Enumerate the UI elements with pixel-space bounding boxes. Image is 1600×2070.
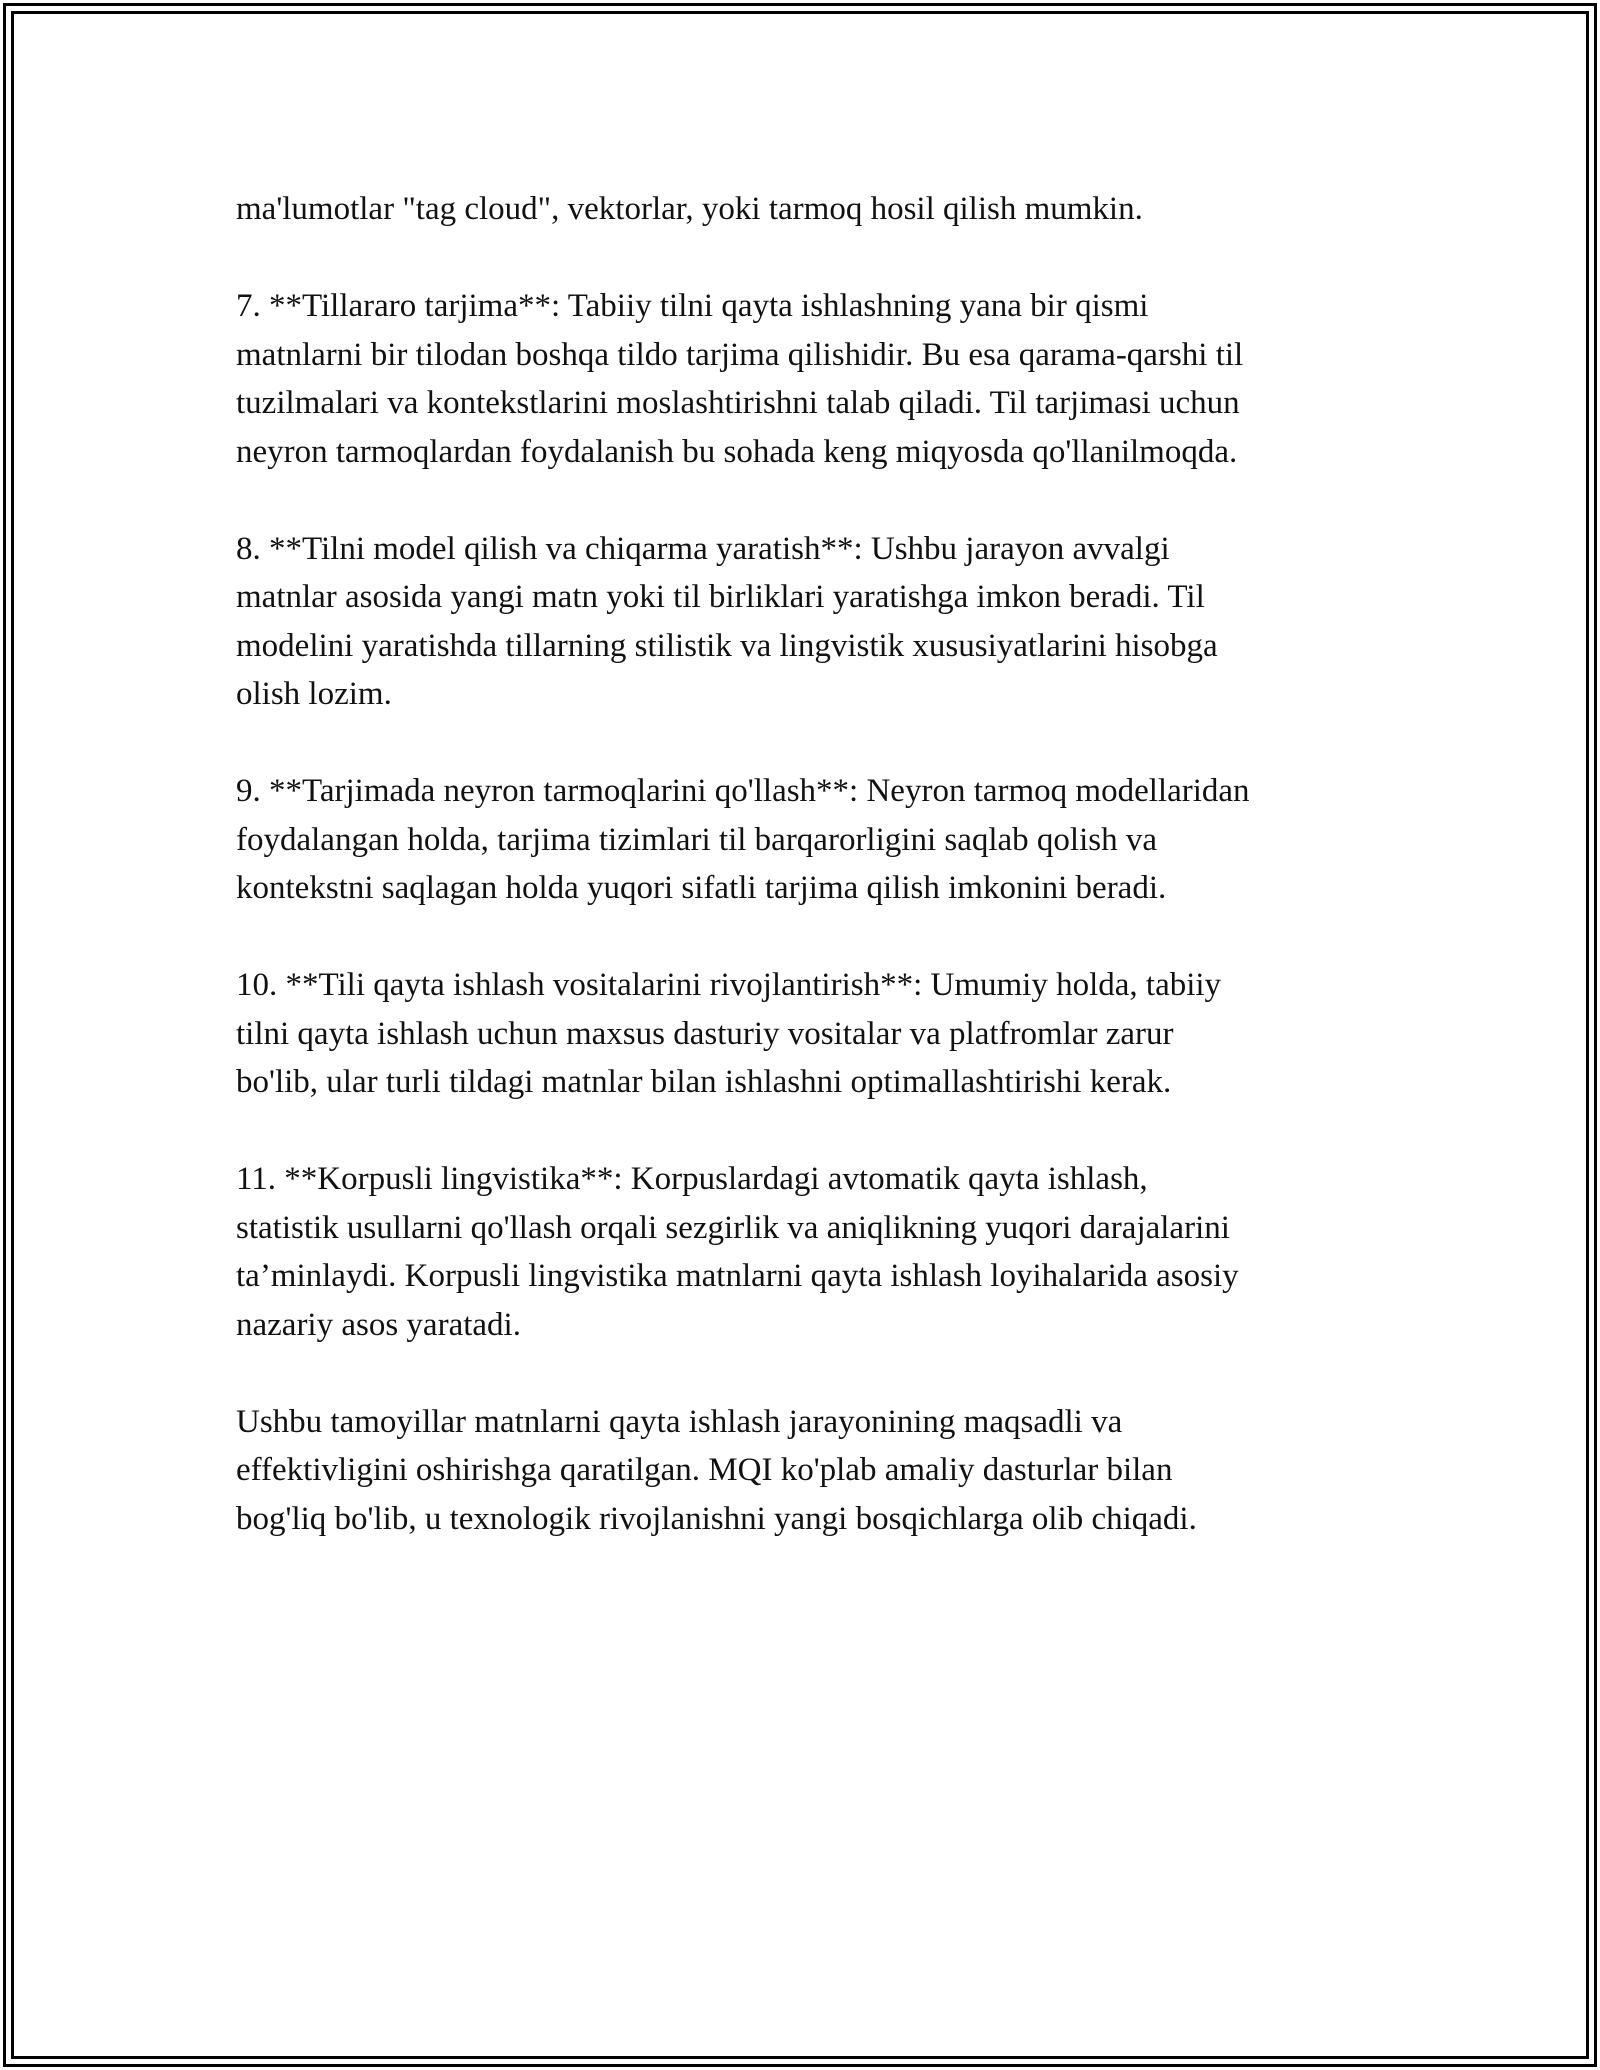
text-line: 10. **Tili qayta ishlash vositalarini rivojlantirish**: Umumiy holda, tabiiy (236, 967, 1222, 1003)
text-line: neyron tarmoqlardan foydalanish bu sohada keng miqyosda qo'llanilmoqda. (236, 433, 1238, 470)
paragraph-item-8 (236, 525, 1376, 719)
text-line: kontekstni saqlagan holda yuqori sifatli tarjima qilish imkonini beradi. (236, 870, 1167, 906)
text-line: 8. **Tilni model qilish va chiqarma yaratish**: Ushbu jarayon avvalgi (236, 530, 1170, 567)
text-line: tilni qayta ishlash uchun maxsus dasturiy vositalar va platfromlar zarur (236, 1015, 1174, 1052)
paragraph-intro-continuation (236, 185, 1376, 234)
paragraph-item-11 (236, 1155, 1376, 1349)
text-line: 7. **Tillararo tarjima**: Tabiiy tilni qayta ishlashning yana bir qismi (236, 288, 1149, 324)
text-line: 11. **Korpusli lingvistika**: Korpuslardagi avtomatik qayta ishlash, (236, 1161, 1148, 1197)
text-line: foydalangan holda, tarjima tizimlari til barqarorligini saqlab qolish va (236, 821, 1157, 858)
document-body (236, 185, 1376, 1592)
text-line: modelini yaratishda tillarning stilistik va lingvistik xususiyatlarini hisobga (236, 627, 1218, 664)
text-line: effektivligini oshirishga qaratilgan. MQI ko'plab amaliy dasturlar bilan (236, 1452, 1173, 1488)
text-line: bo'lib, ular turli tildagi matnlar bilan ishlashni optimallashtirishi kerak. (236, 1064, 1172, 1100)
text-line: ta’minlaydi. Korpusli lingvistika matnlarni qayta ishlash loyihalarida asosiy (236, 1258, 1239, 1294)
text-line: Ushbu tamoyillar matnlarni qayta ishlash jarayonining maqsadli va (236, 1403, 1123, 1440)
paragraph-conclusion (236, 1398, 1376, 1544)
text-line: matnlarni bir tilodan boshqa tildo tarjima qilishidir. Bu esa qarama-qarshi til (236, 336, 1244, 373)
text-line: olish lozim. (236, 676, 392, 712)
paragraph-item-7 (236, 282, 1376, 476)
text-line: nazariy asos yaratadi. (236, 1306, 521, 1343)
text-line: 9. **Tarjimada neyron tarmoqlarini qo'llash**: Neyron tarmoq modellaridan (236, 773, 1250, 809)
text-line: matnlar asosida yangi matn yoki til birliklari yaratishga imkon beradi. Til (236, 579, 1205, 615)
text-line: bog'liq bo'lib, u texnologik rivojlanishni yangi bosqichlarga olib chiqadi. (236, 1500, 1197, 1537)
text-line: ma'lumotlar "tag cloud", vektorlar, yoki tarmoq hosil qilish mumkin. (236, 191, 1143, 227)
text-line: statistik usullarni qo'llash orqali sezgirlik va aniqlikning yuqori darajalarini (236, 1209, 1230, 1246)
paragraph-item-10 (236, 961, 1376, 1107)
text-line: tuzilmalari va kontekstlarini moslashtirishni talab qiladi. Til tarjimasi uchun (236, 385, 1240, 421)
paragraph-item-9 (236, 767, 1376, 913)
